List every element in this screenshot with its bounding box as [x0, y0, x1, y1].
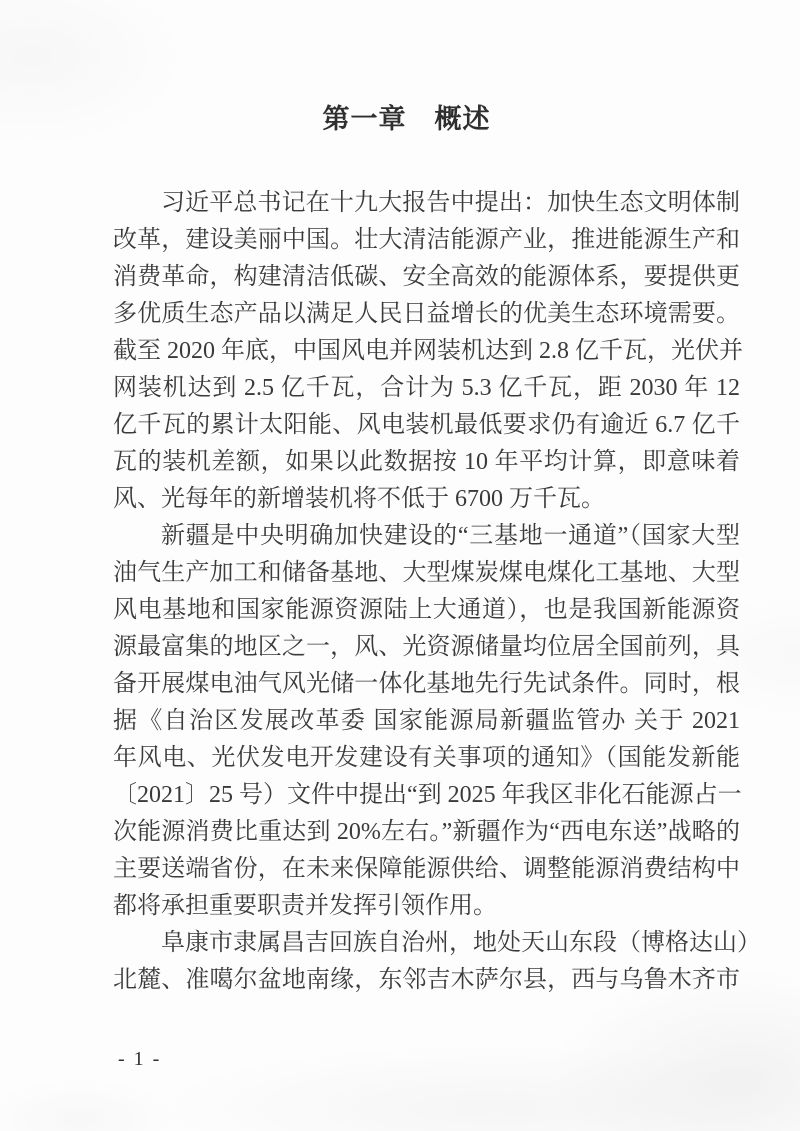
text-line: 次能源消费比重达到 20%左右。”新疆作为“西电东送”战略的 [113, 819, 740, 845]
text-line: 主要送端省份，在未来保障能源供给、调整能源消费结构中 [113, 856, 740, 882]
text-line: 据《自治区发展改革委 国家能源局新疆监管办 关于 2021 [113, 708, 740, 734]
text-line: 新疆是中央明确加快建设的“三基地一通道”（国家大型 [161, 523, 740, 549]
text-line: 都将承担重要职责并发挥引领作用。 [113, 893, 497, 919]
text-line: 油气生产加工和储备基地、大型煤炭煤电煤化工基地、大型 [113, 560, 740, 586]
text-line: 阜康市隶属昌吉回族自治州，地处天山东段（博格达山） [161, 930, 761, 956]
text-line: 习近平总书记在十九大报告中提出：加快生态文明体制 [161, 190, 740, 216]
text-line: 源最富集的地区之一，风、光资源储量均位居全国前列，具 [113, 634, 740, 660]
text-line: 多优质生态产品以满足人民日益增长的优美生态环境需要。 [113, 301, 740, 327]
text-line: 网装机达到 2.5 亿千瓦，合计为 5.3 亿千瓦，距 2030 年 12 [113, 375, 740, 401]
chapter-title: 第一章 概述 [322, 104, 491, 135]
page-number: - 1 - [118, 1048, 162, 1070]
text-line: 备开展煤电油气风光储一体化基地先行先试条件。同时，根 [113, 671, 740, 697]
text-line: 亿千瓦的累计太阳能、风电装机最低要求仍有逾近 6.7 亿千 [113, 412, 740, 438]
text-line: 年风电、光伏发电开发建设有关事项的通知》（国能发新能 [113, 745, 740, 771]
text-line: 风、光每年的新增装机将不低于 6700 万千瓦。 [113, 486, 605, 512]
text-line: 〔2021〕25 号）文件中提出“到 2025 年我区非化石能源占一 [113, 782, 742, 808]
text-line: 北麓、准噶尔盆地南缘，东邻吉木萨尔县，西与乌鲁木齐市 [113, 967, 740, 993]
text-line: 风电基地和国家能源资源陆上大通道），也是我国新能源资 [113, 597, 740, 623]
text-line: 截至 2020 年底，中国风电并网装机达到 2.8 亿千瓦，光伏并 [113, 338, 743, 364]
text-line: 消费革命，构建清洁低碳、安全高效的能源体系，要提供更 [113, 264, 740, 290]
text-line: 改革，建设美丽中国。壮大清洁能源产业，推进能源生产和 [113, 227, 740, 253]
text-line: 瓦的装机差额，如果以此数据按 10 年平均计算，即意味着 [113, 449, 740, 475]
document-body [113, 185, 761, 999]
